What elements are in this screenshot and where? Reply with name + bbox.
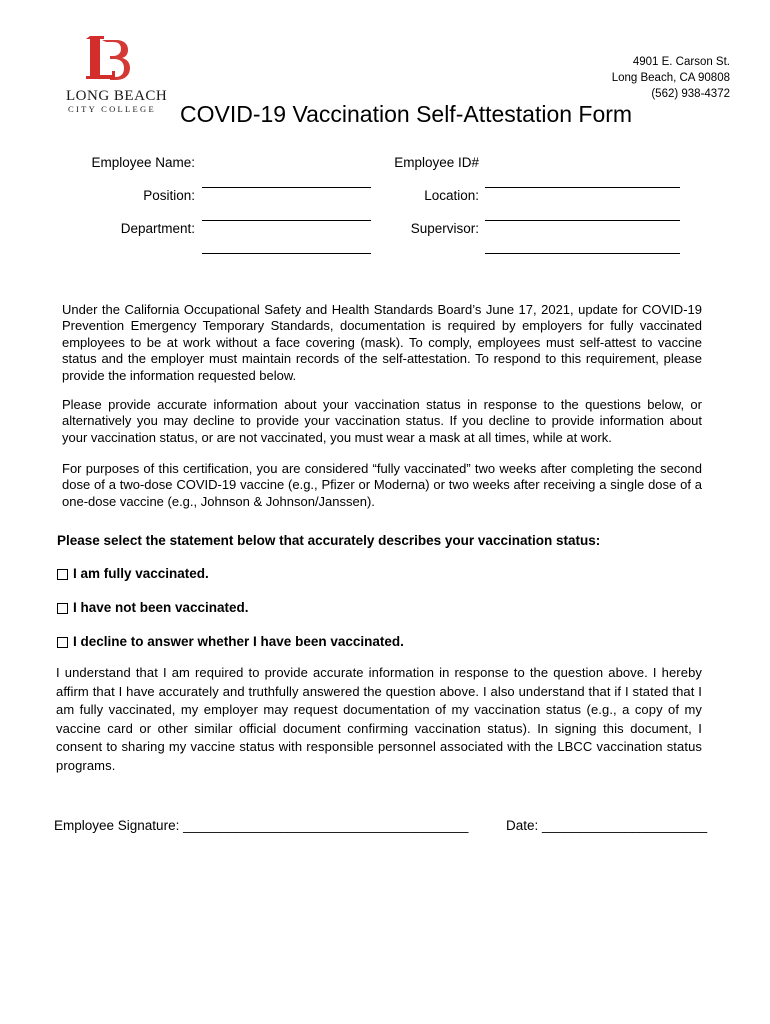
employee-name-line[interactable]	[202, 187, 371, 188]
option-label: I am fully vaccinated.	[73, 566, 209, 581]
employee-name-label: Employee Name:	[91, 155, 195, 170]
attestation-paragraph: I understand that I am required to provide accurate information in response to the question above. I hereby affirm that I have accurately and truthfully answered the question above. I also understand that if I stated that I am fully vaccinated, my employer may request documentation of my vaccination status (e.g., a copy of my vaccine card or other similar official document confirming vaccination status). In signing this document, I consent to sharing my vaccine status with responsible personnel associated with the LBCC vaccination status programs.	[56, 665, 702, 773]
accuracy-paragraph: Please provide accurate information about your vaccination status in response to the questions below, or alternatively you may decline to provide your vaccination status. If you decline to provide information about your vaccination status, or are not vaccinated, you must wear a mask at all times, while at work.	[62, 397, 702, 445]
vaccination-question: Please select the statement below that accurately describes your vaccination status:	[57, 533, 601, 548]
address-city: Long Beach, CA 90808	[611, 72, 730, 84]
supervisor-line[interactable]	[485, 253, 680, 254]
date-field[interactable]: Date: ______________________	[506, 818, 708, 833]
lbcc-logo-icon	[86, 34, 130, 84]
employee-id-label: Employee ID#	[394, 155, 479, 170]
option-fully-vaccinated[interactable]	[57, 566, 209, 581]
option-label: I decline to answer whether I have been vaccinated.	[73, 634, 404, 649]
logo-name: LONG BEACH	[66, 88, 168, 104]
option-not-vaccinated[interactable]	[57, 600, 249, 615]
location-line[interactable]	[485, 220, 680, 221]
employee-id-line[interactable]	[485, 187, 680, 188]
address-street: 4901 E. Carson St.	[632, 56, 730, 68]
college-address	[612, 54, 730, 102]
option-label: I have not been vaccinated.	[73, 600, 249, 615]
form-title: COVID-19 Vaccination Self-Attestation Form	[180, 101, 633, 127]
position-line[interactable]	[202, 220, 371, 221]
location-label: Location:	[424, 188, 479, 203]
regulation-paragraph: Under the California Occupational Safety and Health Standards Board’s June 17, 2021, update for COVID-19 Prevention Emergency Temporary Standards, documentation is required by employers for fully vaccinated employees to be at work without a face covering (mask). To comply, employees must self-attest to vaccine status and the employer must maintain records of the self-attestation. To respond to this requirement, please provide the information requested below.	[62, 302, 702, 383]
supervisor-label: Supervisor:	[410, 221, 479, 236]
department-line[interactable]	[202, 253, 371, 254]
checkbox-icon[interactable]	[57, 603, 68, 614]
logo-subtitle: CITY COLLEGE	[68, 104, 156, 114]
checkbox-icon[interactable]	[57, 569, 68, 580]
option-decline[interactable]	[57, 634, 404, 649]
employee-signature-field[interactable]: Employee Signature: ______________________________________	[54, 818, 469, 833]
address-phone: (562) 938-4372	[651, 88, 730, 100]
checkbox-icon[interactable]	[57, 637, 68, 648]
position-label: Position:	[143, 188, 195, 203]
department-label: Department:	[120, 221, 195, 236]
definition-paragraph: For purposes of this certification, you are considered “fully vaccinated” two weeks after completing the second dose of a two-dose COVID-19 vaccine (e.g., Pfizer or Moderna) or two weeks after receiving a single dose of a one-dose vaccine (e.g., Johnson & Johnson/Janssen).	[62, 461, 702, 509]
